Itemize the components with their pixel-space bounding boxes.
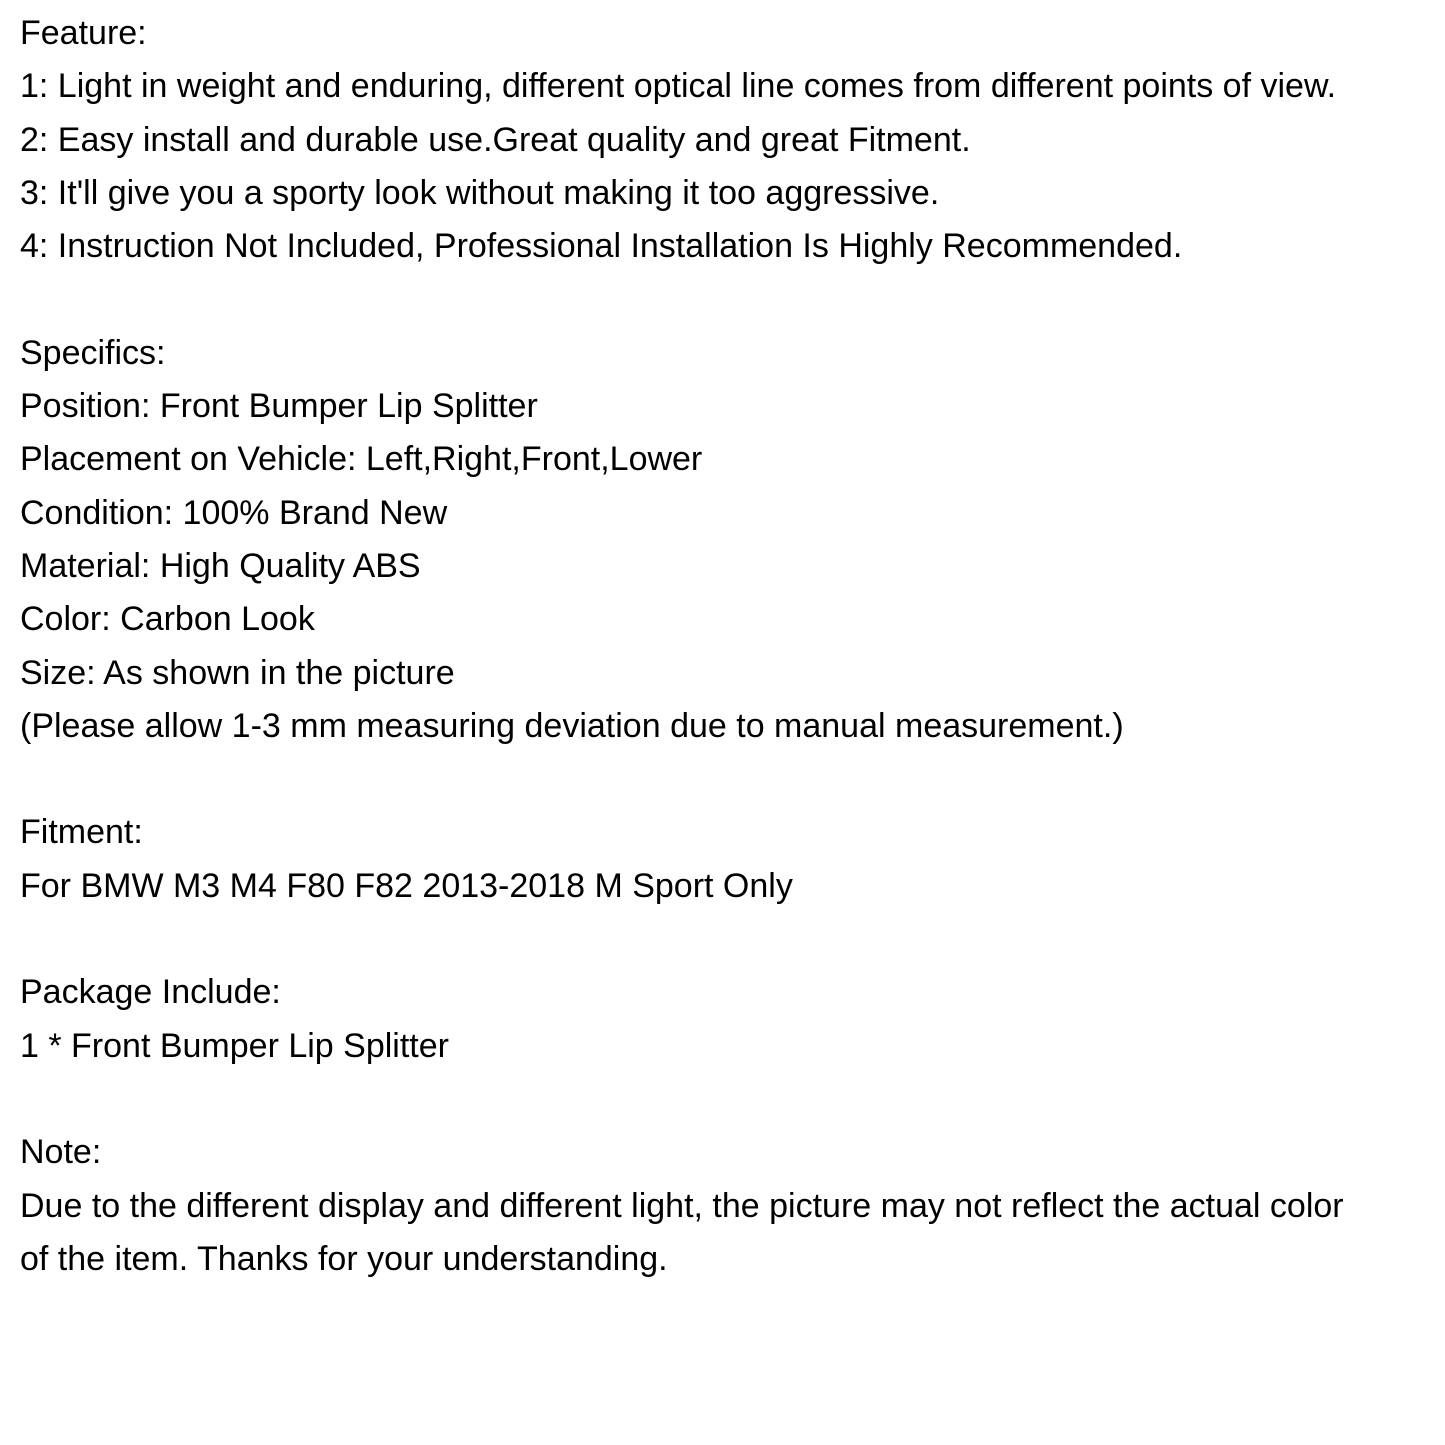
spec-material: Material: High Quality ABS [20, 546, 421, 585]
section-spacer [20, 913, 1435, 966]
spec-placement: Placement on Vehicle: Left,Right,Front,Lower [20, 440, 703, 479]
spec-size: Size: As shown in the picture [20, 653, 455, 692]
note-section [20, 1126, 1435, 1286]
feature-section [20, 7, 1435, 273]
section-spacer [20, 753, 1435, 806]
package-text: 1 * Front Bumper Lip Splitter [20, 1026, 449, 1065]
feature-item-1: 1: Light in weight and enduring, different optical line comes from different points of view. [20, 67, 1337, 106]
package-heading: Package Include: [20, 973, 281, 1012]
fitment-section [20, 806, 1435, 913]
spec-deviation-note: (Please allow 1-3 mm measuring deviation due to manual measurement.) [20, 706, 1124, 745]
section-spacer [20, 273, 1435, 326]
note-heading: Note: [20, 1133, 102, 1172]
package-section [20, 966, 1435, 1073]
fitment-text: For BMW M3 M4 F80 F82 2013-2018 M Sport Only [20, 866, 793, 905]
feature-item-3: 3: It'll give you a sporty look without making it too aggressive. [20, 173, 940, 212]
feature-item-4: 4: Instruction Not Included, Professional Installation Is Highly Recommended. [20, 227, 1183, 266]
product-description [20, 7, 1435, 1286]
specifics-heading: Specifics: [20, 333, 166, 372]
section-spacer [20, 1073, 1435, 1126]
specifics-section [20, 327, 1435, 753]
fitment-heading: Fitment: [20, 813, 143, 852]
spec-condition: Condition: 100% Brand New [20, 493, 448, 532]
feature-heading: Feature: [20, 14, 147, 52]
note-text: Due to the different display and different light, the picture may not reflect the actual color of the item. Thanks for your understanding. [20, 1186, 1344, 1278]
spec-position: Position: Front Bumper Lip Splitter [20, 387, 538, 426]
feature-item-2: 2: Easy install and durable use.Great quality and great Fitment. [20, 120, 971, 159]
spec-color: Color: Carbon Look [20, 600, 315, 639]
